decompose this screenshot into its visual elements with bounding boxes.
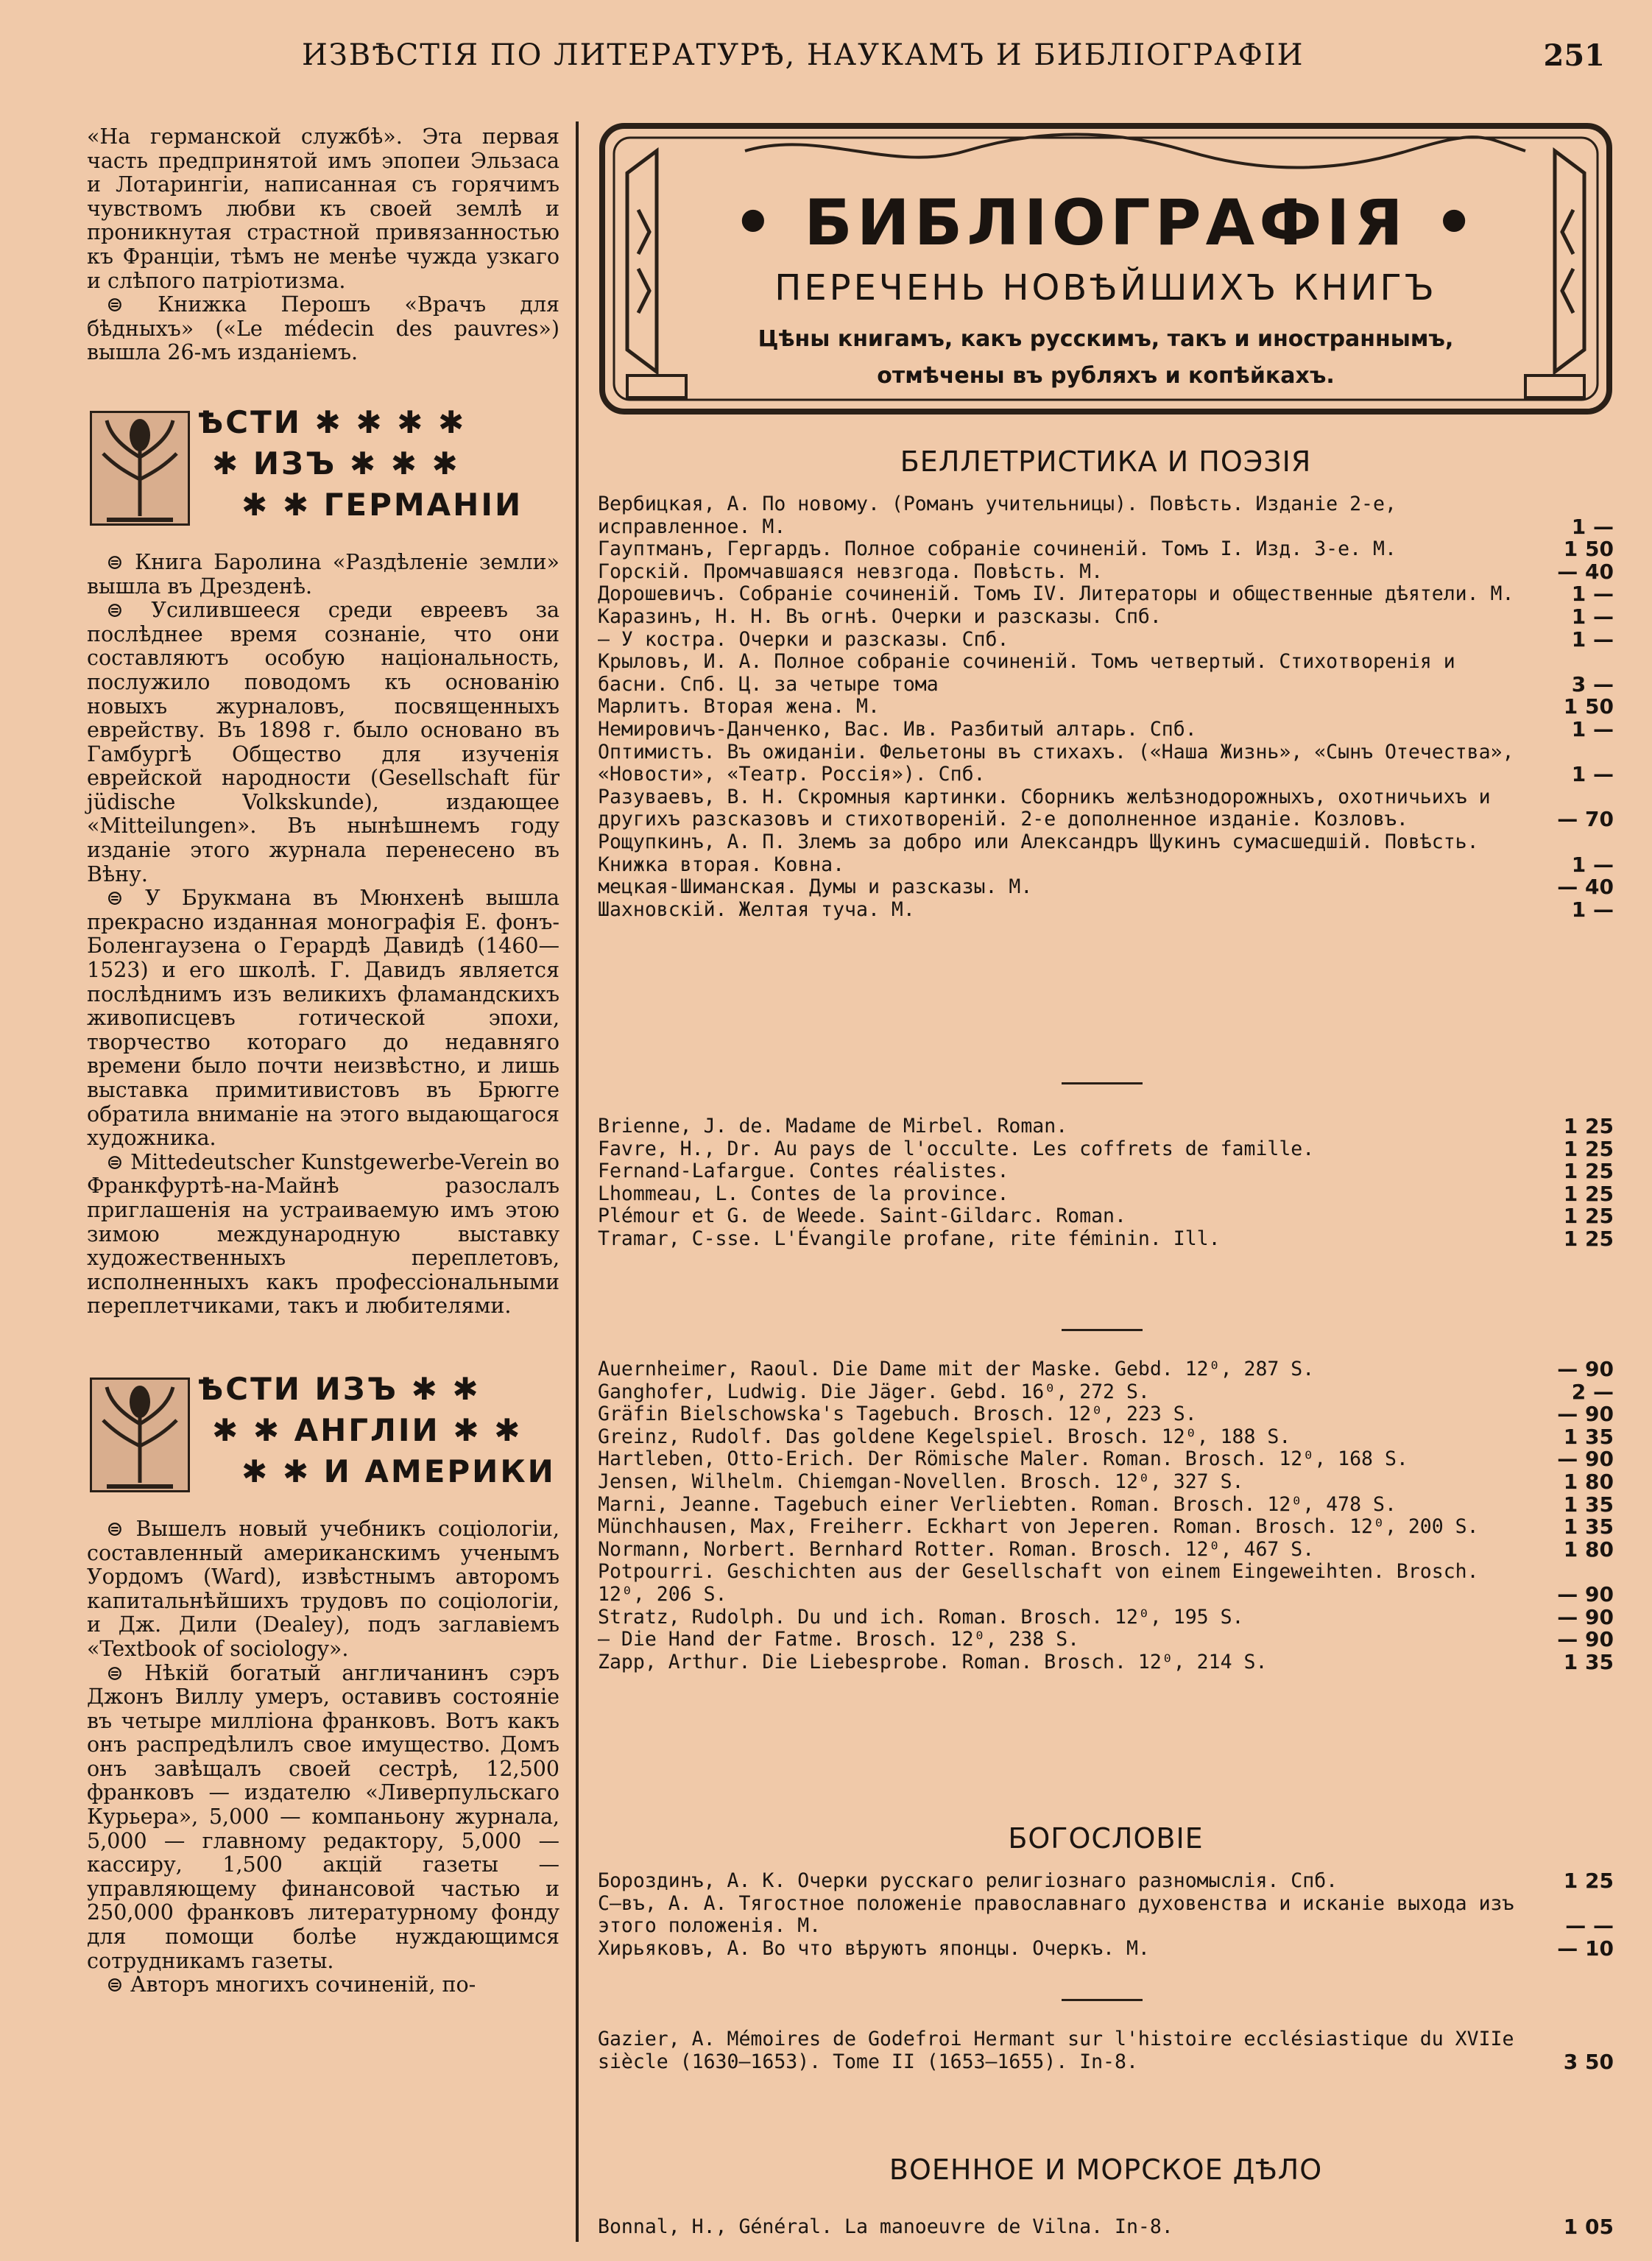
bibliography-entry xyxy=(598,2216,1614,2239)
bibliography-entry xyxy=(598,1160,1614,1183)
entry-text: Normann, Norbert. Bernhard Rotter. Roman. Brosch. 12⁰, 467 S. xyxy=(598,1537,1315,1561)
bibliography-entry xyxy=(598,1494,1614,1517)
ornament-emblem-icon xyxy=(90,411,190,526)
entry-price: 3 50 xyxy=(1563,2049,1614,2074)
bibliography-entry xyxy=(598,1138,1614,1161)
entry-price: 1 35 xyxy=(1563,1514,1614,1539)
entry-price: 1 — xyxy=(1571,852,1614,877)
entry-price: 1 25 xyxy=(1563,1869,1614,1893)
entry-text: Дорошевичъ. Собраніе сочиненій. Томъ IV. Литераторы и общественные дѣятели. М. xyxy=(598,582,1514,606)
bibliography-entry xyxy=(598,1426,1614,1449)
entry-price: — 40 xyxy=(1557,559,1614,584)
entry-price: 1 — xyxy=(1571,604,1614,629)
bibliography-entry xyxy=(598,493,1614,538)
entry-text: Вербицкая, А. По новому. (Романъ учительницы). Повѣсть. Изданіе 2-е, исправленное. М. xyxy=(598,493,1397,538)
bibliography-entry xyxy=(598,786,1614,831)
bibliography-entry xyxy=(598,1228,1614,1251)
entry-text: С—въ, А. А. Тягостное положеніе православнаго духовенства и исканіе выхода изъ этого положенія. М. xyxy=(598,1891,1514,1938)
intro-paragraph: ⊜ Книжка Перошъ «Врачъ для бѣдныхъ» («Le médecin des pauvres») вышла 26-мъ изданіемъ. xyxy=(87,292,560,365)
entry-price: — 40 xyxy=(1557,875,1614,900)
entry-price: 1 80 xyxy=(1563,1469,1614,1494)
entry-price: — 90 xyxy=(1557,1357,1614,1381)
entry-text: Jensen, Wilhelm. Chiemgan-Novellen. Brosch. 12⁰, 327 S. xyxy=(598,1470,1244,1493)
ornament-emblem-icon xyxy=(90,1378,190,1492)
entry-text: Шахновскій. Желтая туча. М. xyxy=(598,897,915,921)
entry-text: Favre, H., Dr. Au pays de l'occulte. Les coffrets de famille. xyxy=(598,1137,1315,1160)
entry-price: 1 — xyxy=(1571,762,1614,787)
entry-price: — 90 xyxy=(1557,1581,1614,1606)
entry-text: Горскій. Промчавшаяся невзгода. Повѣсть. М. xyxy=(598,560,1104,583)
entry-price: — 90 xyxy=(1557,1604,1614,1629)
news-item: ⊜ Вышелъ новый учебникъ соціологіи, составленный американскимъ ученымъ Уордомъ (Ward), извѣстнымъ авторомъ капитальнѣйшихъ трудовъ по соціологіи, и Дж. Дили (Dealey), подъ заглавіемъ «Textbook of sociology». xyxy=(87,1516,560,1661)
bibliography-entry xyxy=(598,561,1614,584)
banner-note: отмѣчены въ рубляхъ и копѣйкахъ. xyxy=(877,363,1335,389)
entry-price: 3 — xyxy=(1571,671,1614,696)
entry-text: Marni, Jeanne. Tagebuch einer Verliebten. Roman. Brosch. 12⁰, 478 S. xyxy=(598,1492,1397,1516)
entry-price: 1 — xyxy=(1571,582,1614,607)
entry-text: Brienne, J. de. Madame de Mirbel. Roman. xyxy=(598,1115,1068,1137)
entry-text: Оптимистъ. Въ ожиданіи. Фельетоны въ стихахъ. («Наша Жизнь», «Сынъ Отечества», «Новости», «Театр. Россія»). Спб. xyxy=(598,740,1514,786)
bibliography-entry xyxy=(598,1561,1614,1606)
bibliography-entry xyxy=(598,1893,1614,1938)
bibliography-entry xyxy=(598,1870,1614,1893)
bibliography-entry xyxy=(598,1651,1614,1674)
column-divider xyxy=(576,121,579,2242)
entry-text: Auernheimer, Raoul. Die Dame mit der Maske. Gebd. 12⁰, 287 S. xyxy=(598,1358,1315,1380)
entry-price: 1 — xyxy=(1571,514,1614,539)
section-heading-military: ВОЕННОЕ И МОРСКОЕ ДѢЛО xyxy=(889,2154,1323,2186)
bibliography-entry xyxy=(598,716,1614,741)
entry-price: 1 25 xyxy=(1563,1136,1614,1161)
entry-text: Greinz, Rudolf. Das goldene Kegelspiel. Brosch. 12⁰, 188 S. xyxy=(598,1425,1291,1448)
entry-price: 1 35 xyxy=(1563,1492,1614,1517)
bibliography-entry xyxy=(598,651,1614,696)
news-item: ⊜ Усилившееся среди евреевъ за послѣднее время сознаніе, что они составляютъ особую національность, послужило поводомъ къ основанію новыхъ журналовъ, посвященныхъ еврейству. Въ 1898 г. было основано въ Гамбургѣ Общество для изученія еврейской народности (Gesellschaft für jüdische Volkskunde), издающее «Mitteilungen». Въ нынѣшнемъ году изданіе этого журнала перенесено въ Вѣну. xyxy=(87,598,560,886)
bibliography-entry xyxy=(598,1205,1614,1228)
news-heading-line: ✱ ✱ И АМЕРИКИ xyxy=(241,1453,556,1489)
bibliography-entry xyxy=(598,1358,1614,1381)
bibliography-entry xyxy=(598,1115,1614,1138)
bibliography-banner xyxy=(598,121,1614,416)
section-heading-belles: БЕЛЛЕТРИСТИКА И ПОЭЗІЯ xyxy=(900,445,1312,478)
entry-price: — 90 xyxy=(1557,1447,1614,1472)
entry-price: — 10 xyxy=(1557,1936,1614,1961)
entry-text: Ganghofer, Ludwig. Die Jäger. Gebd. 16⁰, 272 S. xyxy=(598,1380,1150,1403)
page-number: 251 xyxy=(1543,38,1605,73)
bibliography-entry xyxy=(598,899,1614,922)
entry-text: — Die Hand der Fatme. Brosch. 12⁰, 238 S. xyxy=(598,1628,1080,1651)
entry-text: Рощупкинъ, А. П. Злемъ за добро или Александръ Щукинъ сумасшедшій. Повѣсть. Книжка вторая. Ковна. xyxy=(598,830,1479,876)
news-heading-germany xyxy=(87,403,560,536)
entry-text: Немировичъ-Данченко, Вас. Ив. Разбитый алтарь. Спб. xyxy=(598,717,1197,741)
bibliography-entry xyxy=(598,1471,1614,1494)
entry-text: Lhommeau, L. Contes de la province. xyxy=(598,1182,1009,1205)
bibliography-entry xyxy=(598,1381,1614,1404)
entry-price: — 90 xyxy=(1557,1402,1614,1427)
bibliography-entry xyxy=(598,1539,1614,1562)
news-item: ⊜ Mittedeutscher Kunstgewerbe-Verein во Франкфуртѣ-на-Майнѣ разослалъ приглашенія на устраиваемую имъ этою зимою международную выставку художественныхъ переплетовъ, исполненныхъ какъ профессіональными переплетчиками, такъ и любителями. xyxy=(87,1149,560,1319)
entry-price: 1 35 xyxy=(1563,1649,1614,1674)
running-title: ИЗВѢСТІЯ ПО ЛИТЕРАТУРѢ, НАУКАМЪ И БИБЛІОГРАФІИ xyxy=(302,38,1305,72)
entry-text: Марлитъ. Вторая жена. М. xyxy=(598,695,880,719)
entry-price: 1 50 xyxy=(1563,537,1614,562)
entry-price: 1 05 xyxy=(1563,2215,1614,2239)
news-heading-line: ✱ ✱ АНГЛІИ ✱ ✱ xyxy=(212,1411,523,1448)
left-column xyxy=(87,125,560,1997)
entries-theology-foreign xyxy=(598,2028,1614,2073)
banner-subtitle: ПЕРЕЧЕНЬ НОВѢЙШИХЪ КНИГЪ xyxy=(774,267,1437,308)
bibliography-entry xyxy=(598,696,1614,719)
bibliography-entry xyxy=(598,1938,1614,1961)
bibliography-entry xyxy=(598,741,1614,786)
entry-text: Крыловъ, И. А. Полное собраніе сочиненій. Томъ четвертый. Стихотворенія и басни. Спб. Ц. за четыре тома xyxy=(598,650,1455,696)
news-item: ⊜ Нѣкій богатый англичанинъ сэръ Джонъ Виллу умеръ, оставивъ состояніе въ четыре милліона франковъ. Вотъ какъ онъ распредѣлилъ свое имущество. Домъ онъ завѣщалъ своей сестрѣ, 12,500 франковъ — издателю «Ливерпульскаго Курьера», 5,000 — компаньону журнала, 5,000 — главному редактору, 5,000 — кассиру, 1,500 акцій газеты — управляющему финансовой частью и 250,000 франковъ литературному фонду для помощи болѣе нуждающимся сотрудникамъ газеты. xyxy=(87,1660,560,1973)
entry-price: 1 80 xyxy=(1563,1537,1614,1562)
entry-text: Stratz, Rudolph. Du und ich. Roman. Brosch. 12⁰, 195 S. xyxy=(598,1605,1244,1629)
entry-text: Каразинъ, Н. Н. Въ огнѣ. Очерки и разсказы. Спб. xyxy=(598,604,1162,628)
entry-price: 1 — xyxy=(1571,897,1614,922)
entries-belles xyxy=(598,493,1614,921)
entry-price: 1 25 xyxy=(1563,1204,1614,1229)
bibliography-entry xyxy=(598,1516,1614,1539)
entry-price: — 90 xyxy=(1557,1627,1614,1652)
section-heading-theology: БОГОСЛОВІЕ xyxy=(1008,1822,1204,1855)
bibliography-entry xyxy=(598,1183,1614,1206)
bibliography-entry xyxy=(598,1629,1614,1651)
section-rule xyxy=(1062,1999,1143,2001)
entries-german xyxy=(598,1358,1614,1673)
entry-price: 1 25 xyxy=(1563,1159,1614,1184)
entries-military xyxy=(598,2216,1614,2239)
entry-price: 1 — xyxy=(1571,627,1614,652)
entry-text: Hartleben, Otto-Erich. Der Römische Maler. Roman. Brosch. 12⁰, 168 S. xyxy=(598,1447,1408,1471)
entry-text: мецкая-Шиманская. Думы и разсказы. М. xyxy=(598,875,1033,899)
entry-text: Gazier, A. Mémoires de Godefroi Hermant sur l'histoire ecclésiastique du XVIIe siècle (1630—1653). Tome II (1653—1655). In-8. xyxy=(598,2028,1514,2073)
entry-price: 1 — xyxy=(1571,716,1614,741)
entry-text: Gräfin Bielschowska's Tagebuch. Brosch. 12⁰, 223 S. xyxy=(598,1403,1197,1426)
bibliography-entry xyxy=(598,538,1614,561)
news-heading-line: ✱ ✱ ГЕРМАНІИ xyxy=(241,486,523,523)
bibliography-entry xyxy=(598,1448,1614,1471)
intro-paragraph: «На германской службѣ». Эта первая часть предпринятой имъ эпопеи Эльзаса и Лотарингіи, написанная съ горячимъ чувствомъ любви къ своей землѣ и проникнутая страстной привязанностью къ Франціи, тѣмъ не менѣе чужда узкаго и слѣпого патріотизма. xyxy=(87,124,560,293)
running-head xyxy=(88,38,1634,82)
entry-price: 1 25 xyxy=(1563,1226,1614,1251)
bibliography-entry xyxy=(598,1606,1614,1629)
entry-price: 1 25 xyxy=(1563,1181,1614,1206)
entry-price: 2 — xyxy=(1571,1379,1614,1404)
bibliography-entry xyxy=(598,583,1614,606)
news-heading-england xyxy=(87,1370,560,1503)
entries-theology xyxy=(598,1870,1614,1960)
bibliography-entry xyxy=(598,831,1614,876)
bibliography-entry xyxy=(598,629,1614,652)
section-rule xyxy=(1062,1082,1143,1084)
news-item: ⊜ Книга Баролина «Раздѣленіе земли» вышла въ Дрезденѣ. xyxy=(87,549,560,599)
entry-text: Plémour et G. de Weede. Saint-Gildarc. Roman. xyxy=(598,1204,1126,1228)
news-heading-line: ѢСТИ ИЗЪ ✱ ✱ xyxy=(197,1370,481,1407)
entries-french xyxy=(598,1115,1614,1251)
bibliography-entry xyxy=(598,876,1614,899)
bibliography-entry xyxy=(598,1403,1614,1426)
entry-text: Хирьяковъ, А. Во что вѣруютъ японцы. Очеркъ. М. xyxy=(598,1936,1150,1960)
section-rule xyxy=(1062,1329,1143,1331)
entry-text: Zapp, Arthur. Die Liebesprobe. Roman. Brosch. 12⁰, 214 S. xyxy=(598,1650,1268,1673)
entry-text: Fernand-Lafargue. Contes réalistes. xyxy=(598,1160,1009,1183)
news-item: ⊜ У Брукмана въ Мюнхенѣ вышла прекрасно изданная монографія Е. фонъ-Боленгаузена о Герардѣ Давидѣ (1460—1523) и его школѣ. Г. Давидъ является послѣднимъ изъ великихъ фламандскихъ живописцевъ готической эпохи, творчество котораго до недавняго времени было почти неизвѣстно, и лишь выставка примитивистовъ въ Брюгге обратила вниманіе на этого выдающагося художника. xyxy=(87,886,560,1151)
banner-note: Цѣны книгамъ, какъ русскимъ, такъ и иностраннымъ, xyxy=(758,326,1454,352)
entry-text: Бороздинъ, А. К. Очерки русскаго религіознаго разномыслія. Спб. xyxy=(598,1869,1338,1892)
entry-text: Münchhausen, Max, Freiherr. Eckhart von Jeperen. Roman. Brosch. 12⁰, 200 S. xyxy=(598,1515,1479,1539)
news-item: ⊜ Авторъ многихъ сочиненій, по- xyxy=(106,1972,476,1997)
entry-text: Гауптманъ, Гергардъ. Полное собраніе сочиненій. Томъ I. Изд. 3-е. М. xyxy=(598,537,1397,561)
entry-text: Potpourri. Geschichten aus der Gesellschaft von einem Eingeweihten. Brosch. 12⁰, 206 S. xyxy=(598,1560,1479,1606)
entry-price: 1 35 xyxy=(1563,1424,1614,1449)
entry-price: 1 25 xyxy=(1563,1114,1614,1138)
entry-price: 1 50 xyxy=(1563,694,1614,719)
bibliography-entry xyxy=(598,2028,1614,2073)
entry-text: Разуваевъ, В. Н. Скромныя картинки. Сборникъ желѣзнодорожныхъ, охотничьихъ и другихъ разсказовъ и стихотвореній. 2-е дополненное изданіе. Козловъ. xyxy=(598,785,1491,831)
banner-title: • БИБЛІОГРАФІЯ • xyxy=(733,186,1479,260)
news-heading-line: ✱ ИЗЪ ✱ ✱ ✱ xyxy=(212,445,460,482)
entry-text: Tramar, C-sse. L'Évangile profane, rite féminin. Ill. xyxy=(598,1227,1221,1250)
bibliography-entry xyxy=(598,606,1614,629)
entry-price: — 70 xyxy=(1557,807,1614,832)
entry-price: — — xyxy=(1565,1913,1614,1939)
entry-text: — У костра. Очерки и разсказы. Спб. xyxy=(598,627,1009,651)
entry-text: Bonnal, H., Général. La manoeuvre de Vilna. In-8. xyxy=(598,2215,1173,2238)
news-heading-line: ѢСТИ ✱ ✱ ✱ ✱ xyxy=(197,403,467,440)
